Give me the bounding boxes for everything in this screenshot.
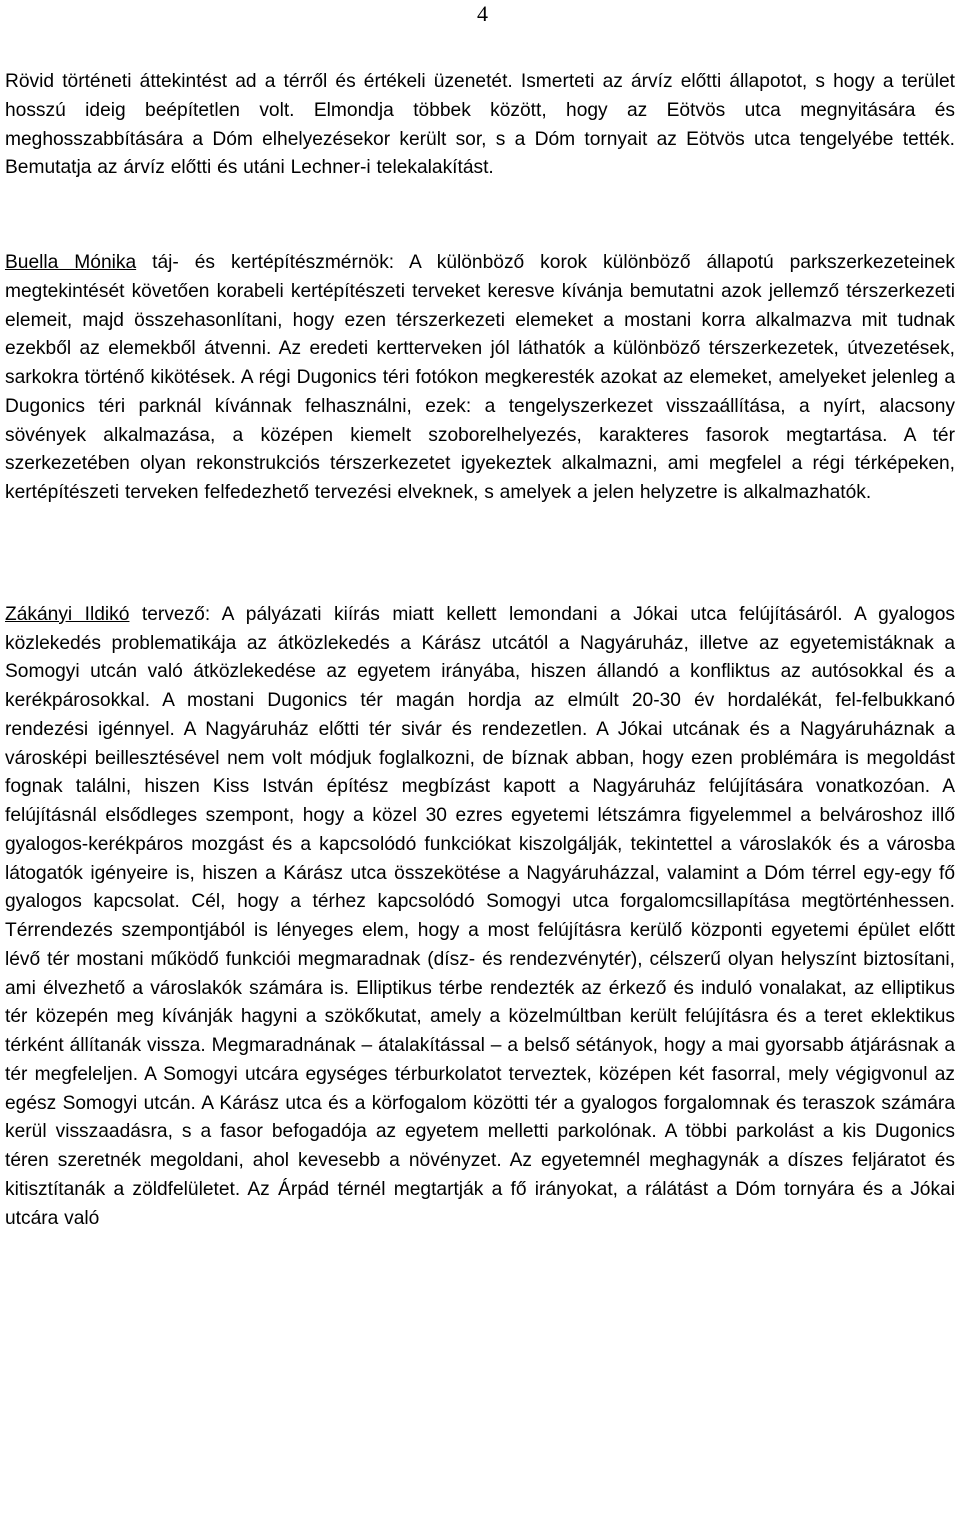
speaker-name: Buella Mónika xyxy=(5,252,137,273)
paragraph-text: táj- és kertépítészmérnök: A különböző korok különböző állapotú parkszerkezeteinek megtekintését követően korabeli kertépítészeti terveket keresve kívánja bemutatni azok jellemző térszerkezeti elemeit, majd összehasonlítani, hogy ezen térszerkezeti elemeket a mostani korra alkalmazva mit tudnak ezekből az elemekből átvenni. Az eredeti kertterveken jól láthatók a különböző térszerkezetek, útvezetések, sarkokra történő kikötések. A régi Dugonics téri fotókon megkeresték azokat az elemeket, amelyeket jelenleg a Dugonics téri parknál kívánnak felhasználni, ezek: a tengelyszerkezet visszaállítása, a nyírt, alacsony sövények alkalmazása, a középen kiemelt szoborelhelyezés, karakteres fasorok megtartása. A tér szerkezetében olyan rekonstrukciós térszerkezetet igyekeztek alkalmazni, ami megfelel a régi térképeken, kertépítészeti terveken felfedezhető tervezési elveknek, s amelyek a jelen helyzetre is alkalmazhatók. xyxy=(5,252,955,503)
paragraph-buella xyxy=(5,249,955,508)
paragraph-history xyxy=(5,68,955,183)
paragraph-zakanyi xyxy=(5,601,955,1234)
speaker-name: Zákányi Ildikó xyxy=(5,603,130,625)
paragraph-text: Rövid történeti áttekintést ad a térről és értékeli üzenetét. Ismerteti az árvíz előtti állapotot, s hogy a terület hosszú ideig beépítetlen volt. Elmondja többek között, hogy az Eötvös utca megnyitására és meghosszabbítására a Dóm elhelyezésekor került sor, s a Dóm tornyait az Eötvös utca tengelyébe tették. Bemutatja az árvíz előtti és utáni Lechner-i telekalakítást. xyxy=(5,71,955,179)
page-number: 4 xyxy=(477,1,488,26)
document-body xyxy=(5,68,955,1233)
paragraph-text: tervező: A pályázati kiírás miatt kellett lemondani a Jókai utca felújításáról. A gyalogos közlekedés problematikája az átközlekedés a Kárász utcától a Nagyáruház, illetve az egyetemistáknak a Somogyi utcán való átközlekedése az egyetem irányába, hiszen állandó a konfliktus az autósokkal és a kerékpárosokkal. A mostani Dugonics tér magán hordja az elmúlt 20-30 év hordalékát, fel-felbukkanó rendezési igénnyel. A Nagyáruház előtti tér sivár és rendezetlen. A Jókai utcának és a Nagyáruháznak a városképi beillesztésével nem volt módjuk foglalkozni, de bíznak abban, hogy ezen problémára is megoldást fognak találni, hiszen Kiss István építész megbízást kapott a Nagyáruház felújítására vonatkozóan. A felújításnál elsődleges szempont, hogy a közel 30 ezres egyetemi létszámra figyelemmel a belvároshoz illő gyalogos-kerékpáros mozgást és a kapcsolódó funkciókat kiszolgálják, tekintettel a városlakók és a városba látogatók igényeire is, hiszen a Kárász utca összekötése a Nagyáruházzal, valamint a Dóm térrel egy-egy fő gyalogos kapcsolat. Cél, hogy a térhez kapcsolódó Somogyi utca forgalomcsillapítása megtörténhessen. Térrendezés szempontjából is lényeges elem, hogy a most felújításra kerülő központi egyetemi épület előtt lévő tér mostani működő funkciói megmaradnak (dísz- és rendezvénytér), célszerű olyan helyszínt biztosítani, ami élvezhető a városlakók számára is. Elliptikus térbe rendezték az érkező és induló vonalakat, az elliptikus tér közepén meg kívánják hagyni a szökőkutat, amely a közelmúltban került felújításra és a teret eklektikus térként állítanák vissza. Megmaradnának – átalakítással – a belső sétányok, hogy a mai gyorsabb átjárásnak a tér megfeleljen. A Somogyi utcára egységes térburkolatot terveztek, középen két fasorral, mely végigvonul az egész Somogyi utcán. A Kárász utca és a körfogalom közötti tér a gyalogos forgalomnak és teraszok számára kerül visszaadásra, s a fasor befogadója az egyetem melletti parkolónak. A többi parkolást a kis Dugonics téren szeretnék megoldani, ahol kevesebb a növényzet. Az egyetemnél meghagynák a díszes feljáratot és kitisztítanák a zöldfelületet. Az Árpád térnél megtartják a fő irányokat, a rálátást a Dóm tornyára és a Jókai utcára való xyxy=(5,603,955,1229)
